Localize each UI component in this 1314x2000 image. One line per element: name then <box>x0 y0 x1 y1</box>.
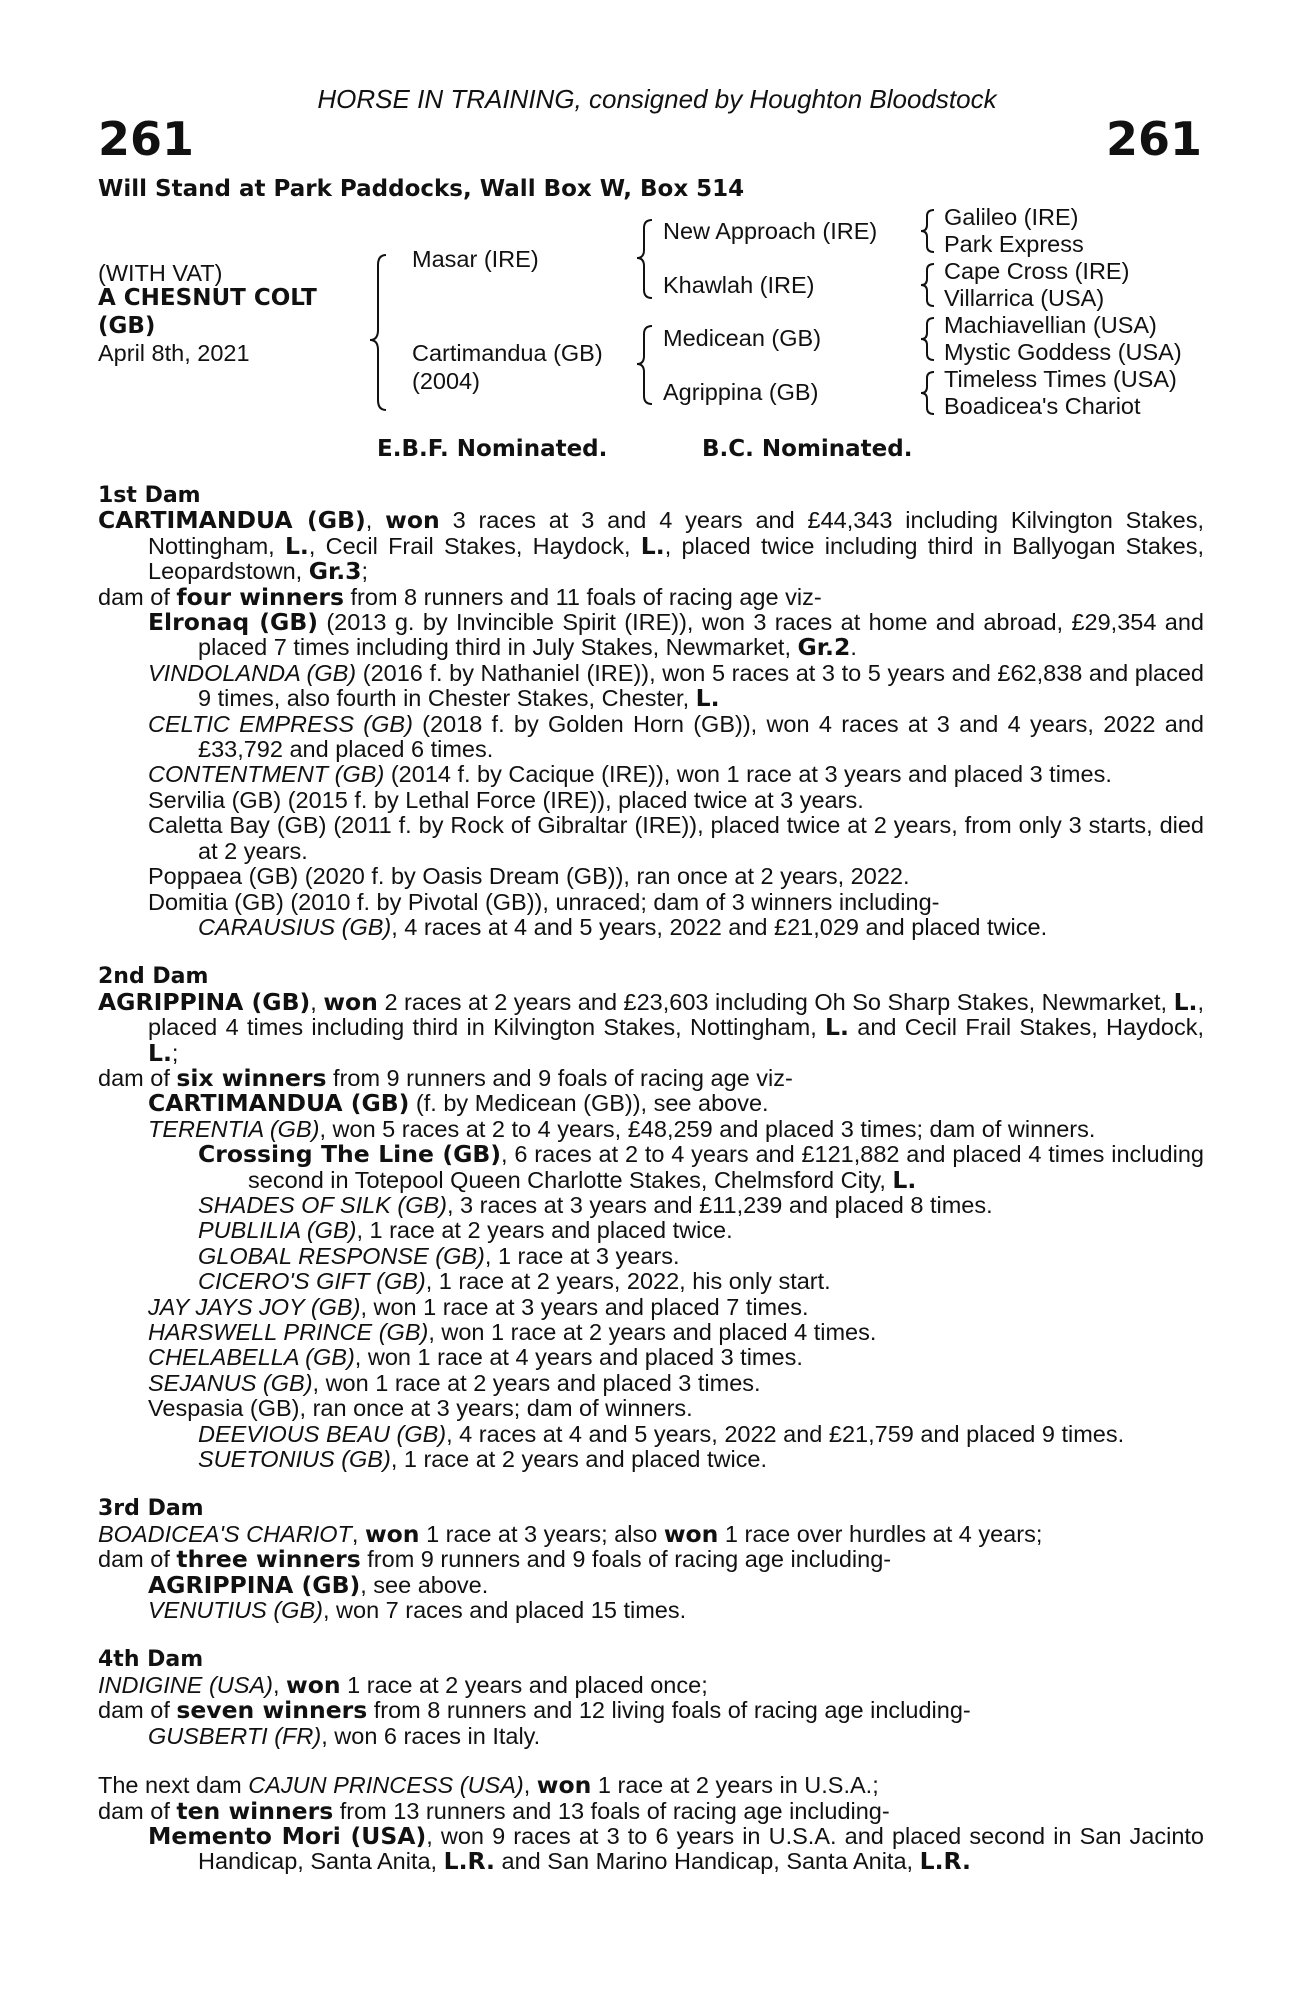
bold-text: won <box>364 1519 420 1548</box>
bold-text: CARTIMANDUA (GB) <box>148 1089 410 1118</box>
italic-text: DEEVIOUS BEAU (GB) <box>198 1420 447 1447</box>
bold-text: AGRIPPINA (GB) <box>148 1570 361 1599</box>
progeny-record <box>98 1117 1204 1142</box>
progeny-record <box>98 661 1204 712</box>
bold-text: L. <box>640 531 665 560</box>
sire-dam: Khawlah (IRE) <box>663 272 815 298</box>
dam-record <box>98 1698 1204 1723</box>
section-heading: 1st Dam <box>98 483 201 508</box>
text: and Cecil Frail Stakes, Haydock, <box>848 1014 1204 1041</box>
progeny-record <box>98 1447 1204 1472</box>
vat-note: (WITH VAT) <box>98 260 223 286</box>
text: , won 5 races at 2 to 4 years, £48,259 and placed 3 times; dam of winners. <box>319 1115 1096 1142</box>
bold-text: L. <box>148 1038 172 1067</box>
text: , won 7 races and placed 15 times. <box>322 1597 687 1624</box>
progeny-record <box>98 712 1204 763</box>
text: , <box>310 988 324 1015</box>
bold-text: won <box>536 1771 592 1800</box>
progeny-record <box>98 813 1204 864</box>
progeny-record <box>98 1724 1204 1749</box>
progeny-record <box>98 1422 1204 1447</box>
text: Servilia (GB) (2015 f. by Lethal Force (IRE)), placed twice at 3 years. <box>148 786 864 813</box>
progeny-record <box>98 1269 1204 1294</box>
text: , 6 races at 2 to 4 years and £121,882 and placed 4 times including second in Totepool Queen Charlotte Stakes, Chelmsford City, <box>248 1141 1204 1193</box>
dam: Cartimandua (GB) <box>412 340 603 366</box>
sire: Masar (IRE) <box>412 246 539 272</box>
bold-text: CARTIMANDUA (GB) <box>98 506 366 535</box>
text: Vespasia (GB), ran once at 3 years; dam of winners. <box>148 1395 693 1422</box>
progeny-record <box>98 1244 1204 1269</box>
text: , won 1 race at 2 years and placed 4 times. <box>428 1319 877 1345</box>
bold-text: Memento Mori (USA) <box>148 1821 427 1850</box>
lot-number-right: 261 <box>1105 112 1202 166</box>
text: , 1 race at 2 years and placed twice. <box>390 1446 768 1473</box>
progeny-record <box>98 1570 1204 1599</box>
text: The next dam <box>98 1772 249 1799</box>
bc-nominated: B.C. Nominated. <box>702 436 913 462</box>
text: 1 race at 2 years and placed once; <box>340 1671 708 1698</box>
text: , <box>365 507 386 534</box>
dam-section <box>98 1496 1204 1623</box>
dam-section <box>98 1647 1204 1749</box>
text: , 3 races at 3 years and £11,239 and placed 8 times. <box>447 1191 993 1218</box>
italic-text: VENUTIUS (GB) <box>148 1597 323 1624</box>
text: Caletta Bay (GB) (2011 f. by Rock of Gibraltar (IRE)), placed twice at 2 years, from only 3 starts, died at 2 years. <box>148 812 1204 864</box>
italic-text: HARSWELL PRINCE (GB) <box>148 1319 429 1345</box>
bold-text: Elronaq (GB) <box>148 608 318 637</box>
text: , 1 race at 2 years, 2022, his only start. <box>425 1268 831 1295</box>
text: , 4 races at 4 and 5 years, 2022 and £21,759 and placed 9 times. <box>446 1420 1125 1447</box>
dam-section <box>98 483 1204 940</box>
text: (2018 f. by Golden Horn (GB)), won 4 races at 3 and 4 years, 2022 and £33,792 and placed 6 times. <box>198 710 1204 763</box>
progeny-record <box>98 915 1204 940</box>
progeny-record <box>98 788 1204 813</box>
horse-origin: (GB) <box>98 313 156 339</box>
text: from 13 runners and 13 foals of racing age including- <box>333 1797 890 1824</box>
text: , placed twice including third in Ballyogan Stakes, Leopardstown, <box>148 532 1204 585</box>
progeny-record <box>98 1345 1204 1370</box>
progeny-record <box>98 610 1204 661</box>
text: , <box>272 1671 287 1698</box>
brace-gp1 <box>921 210 934 252</box>
italic-text: VINDOLANDA (GB) <box>148 659 357 686</box>
bold-text: L.R. <box>443 1847 495 1876</box>
great-grandparent-1: Galileo (IRE) <box>944 204 1079 230</box>
dam-section <box>98 1773 1204 1875</box>
dam-record <box>98 1773 1204 1798</box>
section-heading: 3rd Dam <box>98 1496 204 1522</box>
text: from 8 runners and 12 living foals of racing age including- <box>367 1697 971 1724</box>
progeny-record <box>98 864 1204 889</box>
brace-gp2 <box>921 264 934 306</box>
foaling-date: April 8th, 2021 <box>98 340 250 366</box>
dam-record <box>98 582 1204 611</box>
dam-dam: Agrippina (GB) <box>663 379 819 405</box>
bold-text: Gr.2 <box>797 633 851 662</box>
horse-name: A CHESNUT COLT <box>98 285 317 311</box>
text: (f. by Medicean (GB)), see above. <box>409 1090 769 1117</box>
text: dam of <box>98 1797 177 1824</box>
text: Domitia (GB) (2010 f. by Pivotal (GB)), unraced; dam of 3 winners including- <box>148 888 940 915</box>
dam-record <box>98 508 1204 584</box>
text: , <box>523 1772 537 1799</box>
text: from 9 runners and 9 foals of racing age including- <box>360 1546 892 1573</box>
great-grandparent-8: Boadicea's Chariot <box>944 393 1141 419</box>
text: 1 race over hurdles at 4 years; <box>718 1520 1043 1547</box>
bold-text: four winners <box>176 582 344 611</box>
italic-text: CAJUN PRINCESS (USA) <box>248 1772 524 1799</box>
text: , placed 4 times including third in Kilvington Stakes, Nottingham, <box>148 988 1204 1041</box>
italic-text: TERENTIA (GB) <box>148 1115 320 1142</box>
pedigree-table <box>0 0 1314 470</box>
text: , 1 race at 3 years. <box>484 1242 680 1269</box>
italic-text: SHADES OF SILK (GB) <box>198 1191 447 1218</box>
bold-text: won <box>663 1519 719 1548</box>
bold-text: won <box>286 1670 341 1699</box>
text: , won 1 race at 2 years and placed 3 times. <box>312 1369 761 1396</box>
dam-record <box>98 1519 1204 1548</box>
italic-text: BOADICEA'S CHARIOT <box>98 1520 352 1547</box>
progeny-record <box>98 762 1204 787</box>
consignment-line: HORSE IN TRAINING, consigned by Houghton Bloodstock <box>317 84 997 114</box>
dam-record <box>98 1063 1204 1092</box>
lot-number-left: 261 <box>98 112 195 166</box>
dam-record <box>98 1670 1204 1699</box>
dam-sire: Medicean (GB) <box>663 325 822 351</box>
bold-text: Crossing The Line (GB) <box>198 1140 502 1169</box>
text: (2014 f. by Cacique (IRE)), won 1 race at 3 years and placed 3 times. <box>384 761 1112 788</box>
text: ; <box>361 558 369 585</box>
italic-text: PUBLILIA (GB) <box>198 1217 357 1244</box>
text: , <box>351 1520 365 1547</box>
progeny-record <box>98 1320 1204 1345</box>
italic-text: GUSBERTI (FR) <box>148 1722 322 1749</box>
section-heading: 2nd Dam <box>98 964 209 990</box>
text: , won 1 race at 4 years and placed 3 times. <box>354 1344 803 1371</box>
text: , see above. <box>360 1571 489 1598</box>
bold-text: L. <box>892 1165 917 1194</box>
progeny-record <box>98 1295 1204 1320</box>
dam-record <box>98 987 1204 1067</box>
ebf-nominated: E.B.F. Nominated. <box>377 436 608 462</box>
text: (2013 g. by Invincible Spirit (IRE)), won 3 races at home and abroad, £29,354 and placed 7 times including third in July Stakes, Newmarket, <box>198 609 1204 661</box>
brace-main <box>370 255 386 410</box>
great-grandparent-2: Park Express <box>944 231 1084 257</box>
italic-text: CHELABELLA (GB) <box>148 1344 355 1371</box>
bold-text: won <box>385 506 440 535</box>
italic-text: CARAUSIUS (GB) <box>198 913 392 940</box>
text: dam of <box>98 1697 177 1724</box>
progeny-record <box>98 1396 1204 1421</box>
text: ; <box>171 1039 179 1066</box>
stand-location: Will Stand at Park Paddocks, Wall Box W, Box 514 <box>98 176 745 202</box>
text: from 9 runners and 9 foals of racing age viz- <box>326 1064 793 1091</box>
italic-text: SEJANUS (GB) <box>148 1369 313 1396</box>
italic-text: GLOBAL RESPONSE (GB) <box>198 1242 485 1269</box>
progeny-record <box>98 1091 1204 1116</box>
text: 1 race at 2 years in U.S.A.; <box>591 1772 879 1799</box>
bold-text: six winners <box>176 1063 327 1092</box>
italic-text: CELTIC EMPRESS (GB) <box>148 710 413 737</box>
text: and San Marino Handicap, Santa Anita, <box>495 1848 920 1875</box>
text: 3 races at 3 and 4 years and £44,343 including Kilvington Stakes, Nottingham, <box>148 507 1205 559</box>
progeny-record <box>98 1598 1204 1623</box>
progeny-record <box>98 1371 1204 1396</box>
text: , won 6 races in Italy. <box>321 1722 541 1749</box>
bold-text: ten winners <box>176 1796 334 1825</box>
section-heading: 4th Dam <box>98 1647 204 1673</box>
brace-gp4 <box>921 372 934 414</box>
bold-text: won <box>323 987 378 1016</box>
text: , 4 races at 4 and 5 years, 2022 and £21,029 and placed twice. <box>391 913 1048 940</box>
italic-text: INDIGINE (USA) <box>98 1671 273 1698</box>
text: from 8 runners and 11 foals of racing age viz- <box>344 583 822 610</box>
progeny-record <box>98 1218 1204 1243</box>
bold-text: L. <box>695 684 720 713</box>
text: dam of <box>98 1546 177 1573</box>
italic-text: CICERO'S GIFT (GB) <box>198 1268 426 1295</box>
bold-text: L. <box>284 531 309 560</box>
text: , won 9 races at 3 to 6 years in U.S.A. and placed second in San Jacinto Handicap, Santa Anita, <box>198 1822 1204 1875</box>
text: . <box>850 634 857 661</box>
great-grandparent-7: Timeless Times (USA) <box>944 366 1177 392</box>
great-grandparent-3: Cape Cross (IRE) <box>944 258 1130 284</box>
progeny-record <box>98 1142 1204 1193</box>
text: 1 race at 3 years; also <box>419 1520 664 1547</box>
sire-sire: New Approach (IRE) <box>663 218 878 244</box>
text: dam of <box>98 583 177 610</box>
dam-record <box>98 1796 1204 1825</box>
dam-record <box>98 1547 1204 1572</box>
family-details <box>98 483 1204 1875</box>
dam-section <box>98 964 1204 1472</box>
italic-text: CONTENTMENT (GB) <box>148 761 385 788</box>
brace-gp3 <box>921 318 934 360</box>
dam-year: (2004) <box>412 368 480 394</box>
bold-text: seven winners <box>176 1696 368 1725</box>
bold-text: Gr.3 <box>308 557 362 586</box>
brace-sire <box>637 220 652 298</box>
text: , 1 race at 2 years and placed twice. <box>356 1217 733 1244</box>
text: , Cecil Frail Stakes, Haydock, <box>308 532 641 559</box>
progeny-record <box>98 890 1204 915</box>
text: Poppaea (GB) (2020 f. by Oasis Dream (GB)), ran once at 2 years, 2022. <box>148 863 910 890</box>
text: 2 races at 2 years and £23,603 including Oh So Sharp Stakes, Newmarket, <box>377 988 1174 1015</box>
text: (2016 f. by Nathaniel (IRE)), won 5 races at 3 to 5 years and £62,838 and placed 9 times, also fourth in Chester Stakes, Chester, <box>198 659 1205 712</box>
text: , won 1 race at 3 years and placed 7 times. <box>360 1293 809 1320</box>
italic-text: JAY JAYS JOY (GB) <box>148 1293 361 1320</box>
progeny-record <box>98 1193 1204 1218</box>
text: dam of <box>98 1064 177 1091</box>
bold-text: L. <box>825 1013 849 1042</box>
italic-text: SUETONIUS (GB) <box>198 1446 391 1473</box>
progeny-record <box>98 1821 1204 1876</box>
bold-text: three winners <box>176 1545 361 1574</box>
bold-text: AGRIPPINA (GB) <box>98 987 311 1016</box>
bold-text: L. <box>1173 987 1198 1016</box>
bold-text: L.R. <box>919 1847 971 1876</box>
great-grandparent-6: Mystic Goddess (USA) <box>944 339 1182 365</box>
great-grandparent-4: Villarrica (USA) <box>944 285 1105 311</box>
great-grandparent-5: Machiavellian (USA) <box>944 312 1157 338</box>
brace-dam <box>637 326 652 404</box>
